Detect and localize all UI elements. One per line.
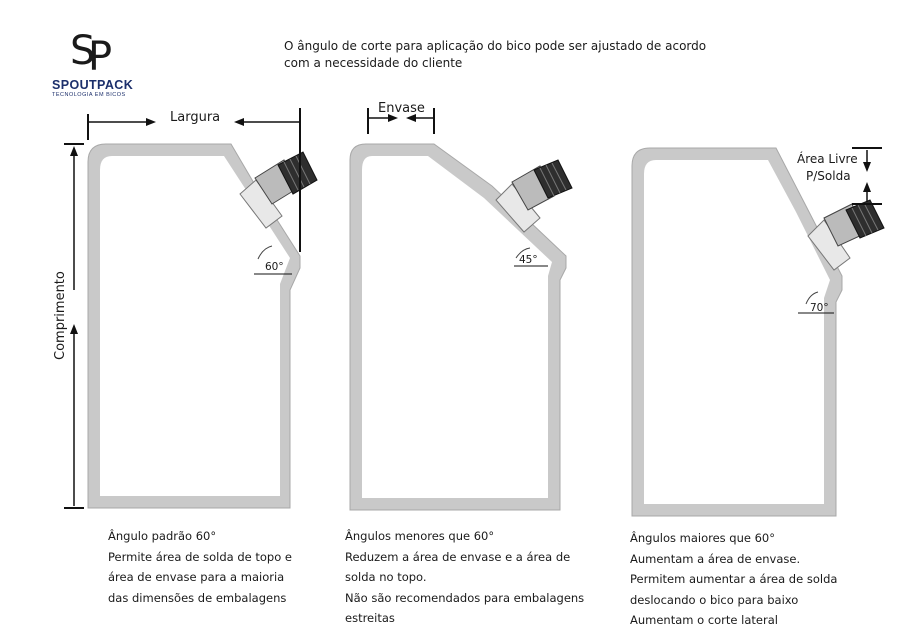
intro-line-2: com a necessidade do cliente [284, 56, 463, 70]
angle-70-label: 70° [810, 302, 829, 314]
caption-45-line: Ângulos menores que 60° [345, 529, 495, 543]
caption-60 [108, 526, 292, 608]
svg-text:S: S [70, 28, 96, 74]
p-solda-label: P/Solda [806, 169, 851, 183]
caption-70-line: Ângulos maiores que 60° [630, 531, 776, 545]
caption-45-line: Reduzem a área de envase e a área de [345, 549, 571, 564]
intro-line-1: O ângulo de corte para aplicação do bico pode ser ajustado de acordo [284, 39, 707, 53]
comprimento-label: Comprimento [53, 271, 68, 360]
caption-60-line: área de envase para a maioria [108, 570, 285, 584]
largura-label: Largura [170, 110, 221, 125]
caption-70 [630, 528, 837, 631]
caption-60-line: Ângulo padrão 60° [108, 529, 217, 543]
caption-45 [345, 526, 584, 629]
caption-70-line: Permitem aumentar a área de solda [630, 572, 838, 586]
svg-text:P: P [88, 34, 113, 80]
caption-70-line: deslocando o bico para baixo [630, 592, 799, 607]
pouch-diagram-45 [350, 101, 572, 510]
pouch-diagram-70 [632, 148, 884, 516]
envase-label: Envase [378, 101, 425, 116]
caption-70-line: Aumentam a área de envase. [630, 551, 801, 566]
caption-45-line: solda no topo. [345, 570, 427, 584]
angle-60-label: 60° [265, 261, 284, 273]
area-livre-label: Área Livre [797, 152, 858, 166]
brand-name: SPOUTPACK [52, 78, 134, 92]
brand-tagline: TECNOLOGIA EM BICOS [52, 92, 126, 98]
angle-45-label: 45° [519, 254, 538, 266]
pouch-diagram-60 [53, 108, 317, 508]
caption-60-line: Permite área de solda de topo e [108, 549, 292, 564]
caption-60-line: das dimensões de embalagens [108, 590, 287, 605]
caption-45-line: Não são recomendados para embalagens [345, 590, 585, 605]
caption-70-line: Aumentam o corte lateral [630, 613, 778, 627]
caption-45-line: estreitas [345, 611, 395, 625]
